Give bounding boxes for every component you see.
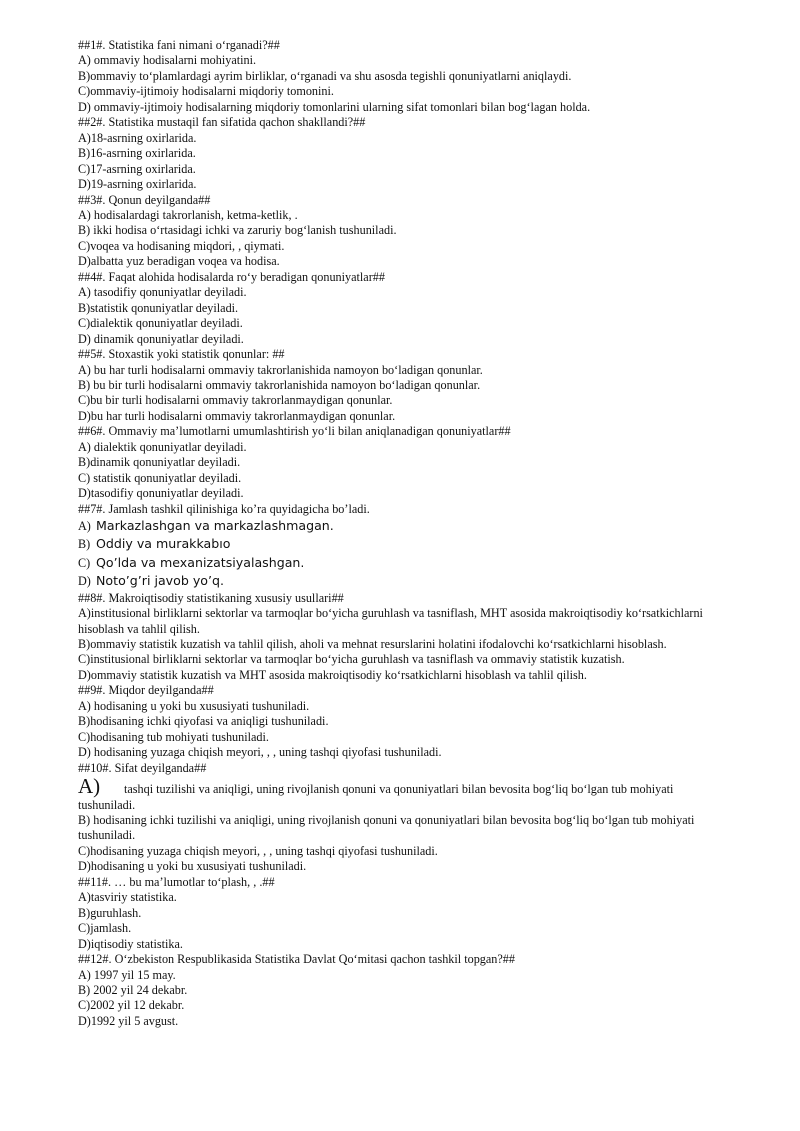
answer-option: B)dinamik qonuniyatlar deyiladi. (78, 455, 241, 470)
option-label: A) (78, 774, 101, 799)
answer-option: A) 1997 yil 15 may. (78, 967, 176, 982)
answer-option: B) 2002 yil 24 dekabr. (78, 983, 188, 997)
answer-option: A) hodisaning u yoki bu xususiyati tushuniladi. (78, 698, 310, 713)
answer-option: C)hodisaning yuzaga chiqish meyori, , , uning tashqi qiyofasi tushuniladi. (78, 843, 438, 858)
answer-option: B)guruhlash. (78, 905, 142, 920)
answer-option: B)ommaviy to‘plamlardagi ayrim birliklar, o‘rganadi va shu asosda tegishli qonuniyatlarni aniqlaydi. (78, 68, 572, 83)
answer-option: C)dialektik qonuniyatlar deyiladi. (78, 316, 243, 331)
answer-option: A) tasodifiy qonuniyatlar deyiladi. (78, 285, 247, 300)
option-text: Markazlashgan va markazlashmagan. (96, 518, 334, 534)
question-header: ##3#. Qonun deyilganda## (78, 192, 211, 207)
answer-option: A)institusional birliklarni sektorlar va tarmoqlar bo‘yicha guruhlash va tasniflash, MHT asosida makroiqtisodiy ko‘rsatkichlarni hisoblash va tahlil qilish. (78, 606, 703, 636)
answer-option: D)tasodifiy qonuniyatlar deyiladi. (78, 486, 244, 501)
answer-option: C) statistik qonuniyatlar deyiladi. (78, 470, 242, 485)
question-header: ##10#. Sifat deyilganda## (78, 760, 207, 775)
question-block (78, 38, 738, 115)
answer-option: A)tasviriy statistika. (78, 890, 177, 905)
answer-option (78, 572, 738, 590)
question-header: ##6#. Ommaviy ma’lumotlarni umumlashtirish yo‘li bilan aniqlanadigan qonuniyatlar## (78, 424, 511, 439)
answer-option: D)1992 yil 5 avgust. (78, 1013, 179, 1028)
answer-option: A)18-asrning oxirlarida. (78, 130, 197, 145)
option-text: Qo’lda va mexanizatsiyalashgan. (96, 554, 305, 570)
answer-option: C)hodisaning tub mohiyati tushuniladi. (78, 729, 269, 744)
answer-option: C)voqea va hodisaning miqdori, , qiymati. (78, 238, 285, 253)
answer-option: C)institusional birliklarni sektorlar va tarmoqlar bo‘yicha guruhlash va tasniflash va ommaviy statistik kuzatish. (78, 652, 625, 667)
answer-option: D)bu har turli hodisalarni ommaviy takrorlanmaydigan qonunlar. (78, 408, 396, 423)
document-page (78, 38, 738, 1029)
answer-option: B)ommaviy statistik kuzatish va tahlil qilish, aholi va mehnat resurslarini holatini ifodalovchi ko‘rsatkichlarni hisoblash. (78, 637, 667, 652)
question-header: ##11#. … bu ma’lumotlar to‘plash, , .## (78, 874, 275, 889)
question-header: ##4#. Faqat alohida hodisalarda ro‘y beradigan qonuniyatlar## (78, 269, 385, 284)
question-block (78, 952, 738, 1029)
question-header: ##9#. Miqdor deyilganda## (78, 683, 214, 698)
question-block (78, 347, 738, 424)
answer-option: A) bu har turli hodisalarni ommaviy takrorlanishida namoyon bo‘ladigan qonunlar. (78, 362, 483, 377)
question-block (78, 875, 738, 952)
question-header: ##8#. Makroiqtisodiy statistikaning xususiy usullari## (78, 590, 344, 605)
answer-option: B) ikki hodisa o‘rtasidagi ichki va zaruriy bog‘lanish tushuniladi. (78, 223, 397, 238)
question-block (78, 115, 738, 192)
question-block (78, 424, 738, 501)
question-block (78, 193, 738, 270)
question-block (78, 683, 738, 760)
option-label: D) (78, 574, 91, 589)
answer-option: D)albatta yuz beradigan voqea va hodisa. (78, 254, 280, 269)
answer-option: D)iqtisodiy statistika. (78, 936, 183, 951)
question-header: ##5#. Stoxastik yoki statistik qonunlar: ## (78, 347, 285, 362)
answer-option: D) hodisaning yuzaga chiqish meyori, , , uning tashqi qiyofasi tushuniladi. (78, 745, 442, 760)
question-block (78, 761, 738, 875)
answer-option: B) bu bir turli hodisalarni ommaviy takrorlanishida namoyon bo‘ladigan qonunlar. (78, 377, 481, 392)
option-label: B) (78, 537, 91, 552)
option-text: tashqi tuzilishi va aniqligi, uning rivojlanish qonuni va qonuniyatlari bilan bevosita bog‘liq bo‘lgan tub mohiyati (124, 782, 674, 797)
question-block (78, 591, 738, 684)
option-label: A) (78, 519, 91, 534)
question-block (78, 502, 738, 591)
question-header: ##2#. Statistika mustaqil fan sifatida qachon shakllandi?## (78, 115, 366, 130)
answer-option: B)statistik qonuniyatlar deyiladi. (78, 300, 239, 315)
option-label: C) (78, 555, 91, 570)
answer-option-continuation: tushuniladi. (78, 797, 136, 812)
question-block (78, 270, 738, 347)
answer-option: D)ommaviy statistik kuzatish va MHT asosida makroiqtisodiy ko‘rsatkichlarni hisoblash va tahlil qilish. (78, 667, 587, 682)
answer-option: C)jamlash. (78, 921, 132, 936)
answer-option: D) ommaviy-ijtimoiy hodisalarning miqdoriy tomonlarini ularning sifat tomonlari bilan bog‘lagan holda. (78, 99, 591, 114)
question-header: ##1#. Statistika fani nimani o‘rganadi?## (78, 38, 280, 52)
answer-option: D)hodisaning u yoki bu xususiyati tushuniladi. (78, 859, 307, 874)
answer-option: C)17-asrning oxirlarida. (78, 161, 196, 176)
answer-option (78, 554, 738, 572)
option-text: Noto’g’ri javob yo’q. (96, 573, 224, 589)
answer-option: A) hodisalardagi takrorlanish, ketma-ketlik, . (78, 207, 298, 222)
option-text: Oddiy va murakkabıo (96, 536, 231, 552)
answer-option: B) hodisaning ichki tuzilishi va aniqligi, uning rivojlanish qonuni va qonuniyatlari bilan bevosita bog‘liq bo‘lgan tub mohiyati tushuniladi. (78, 813, 695, 843)
answer-option: C)bu bir turli hodisalarni ommaviy takrorlanmaydigan qonunlar. (78, 393, 393, 408)
answer-option: D)19-asrning oxirlarida. (78, 177, 197, 192)
answer-option: A) dialektik qonuniyatlar deyiladi. (78, 439, 247, 454)
answer-option: B)hodisaning ichki qiyofasi va aniqligi tushuniladi. (78, 714, 329, 729)
answer-option (78, 535, 738, 553)
answer-option (78, 776, 738, 797)
answer-option (78, 517, 738, 535)
question-header: ##12#. O‘zbekiston Respublikasida Statistika Davlat Qo‘mitasi qachon tashkil topgan?## (78, 952, 515, 967)
answer-option: B)16-asrning oxirlarida. (78, 146, 196, 161)
answer-option: C)2002 yil 12 dekabr. (78, 998, 185, 1013)
answer-option: C)ommaviy-ijtimoiy hodisalarni miqdoriy tomonini. (78, 84, 334, 99)
answer-option: A) ommaviy hodisalarni mohiyatini. (78, 53, 257, 68)
question-header: ##7#. Jamlash tashkil qilinishiga ko’ra quyidagicha bo’ladi. (78, 501, 370, 516)
answer-option: D) dinamik qonuniyatlar deyiladi. (78, 331, 244, 346)
